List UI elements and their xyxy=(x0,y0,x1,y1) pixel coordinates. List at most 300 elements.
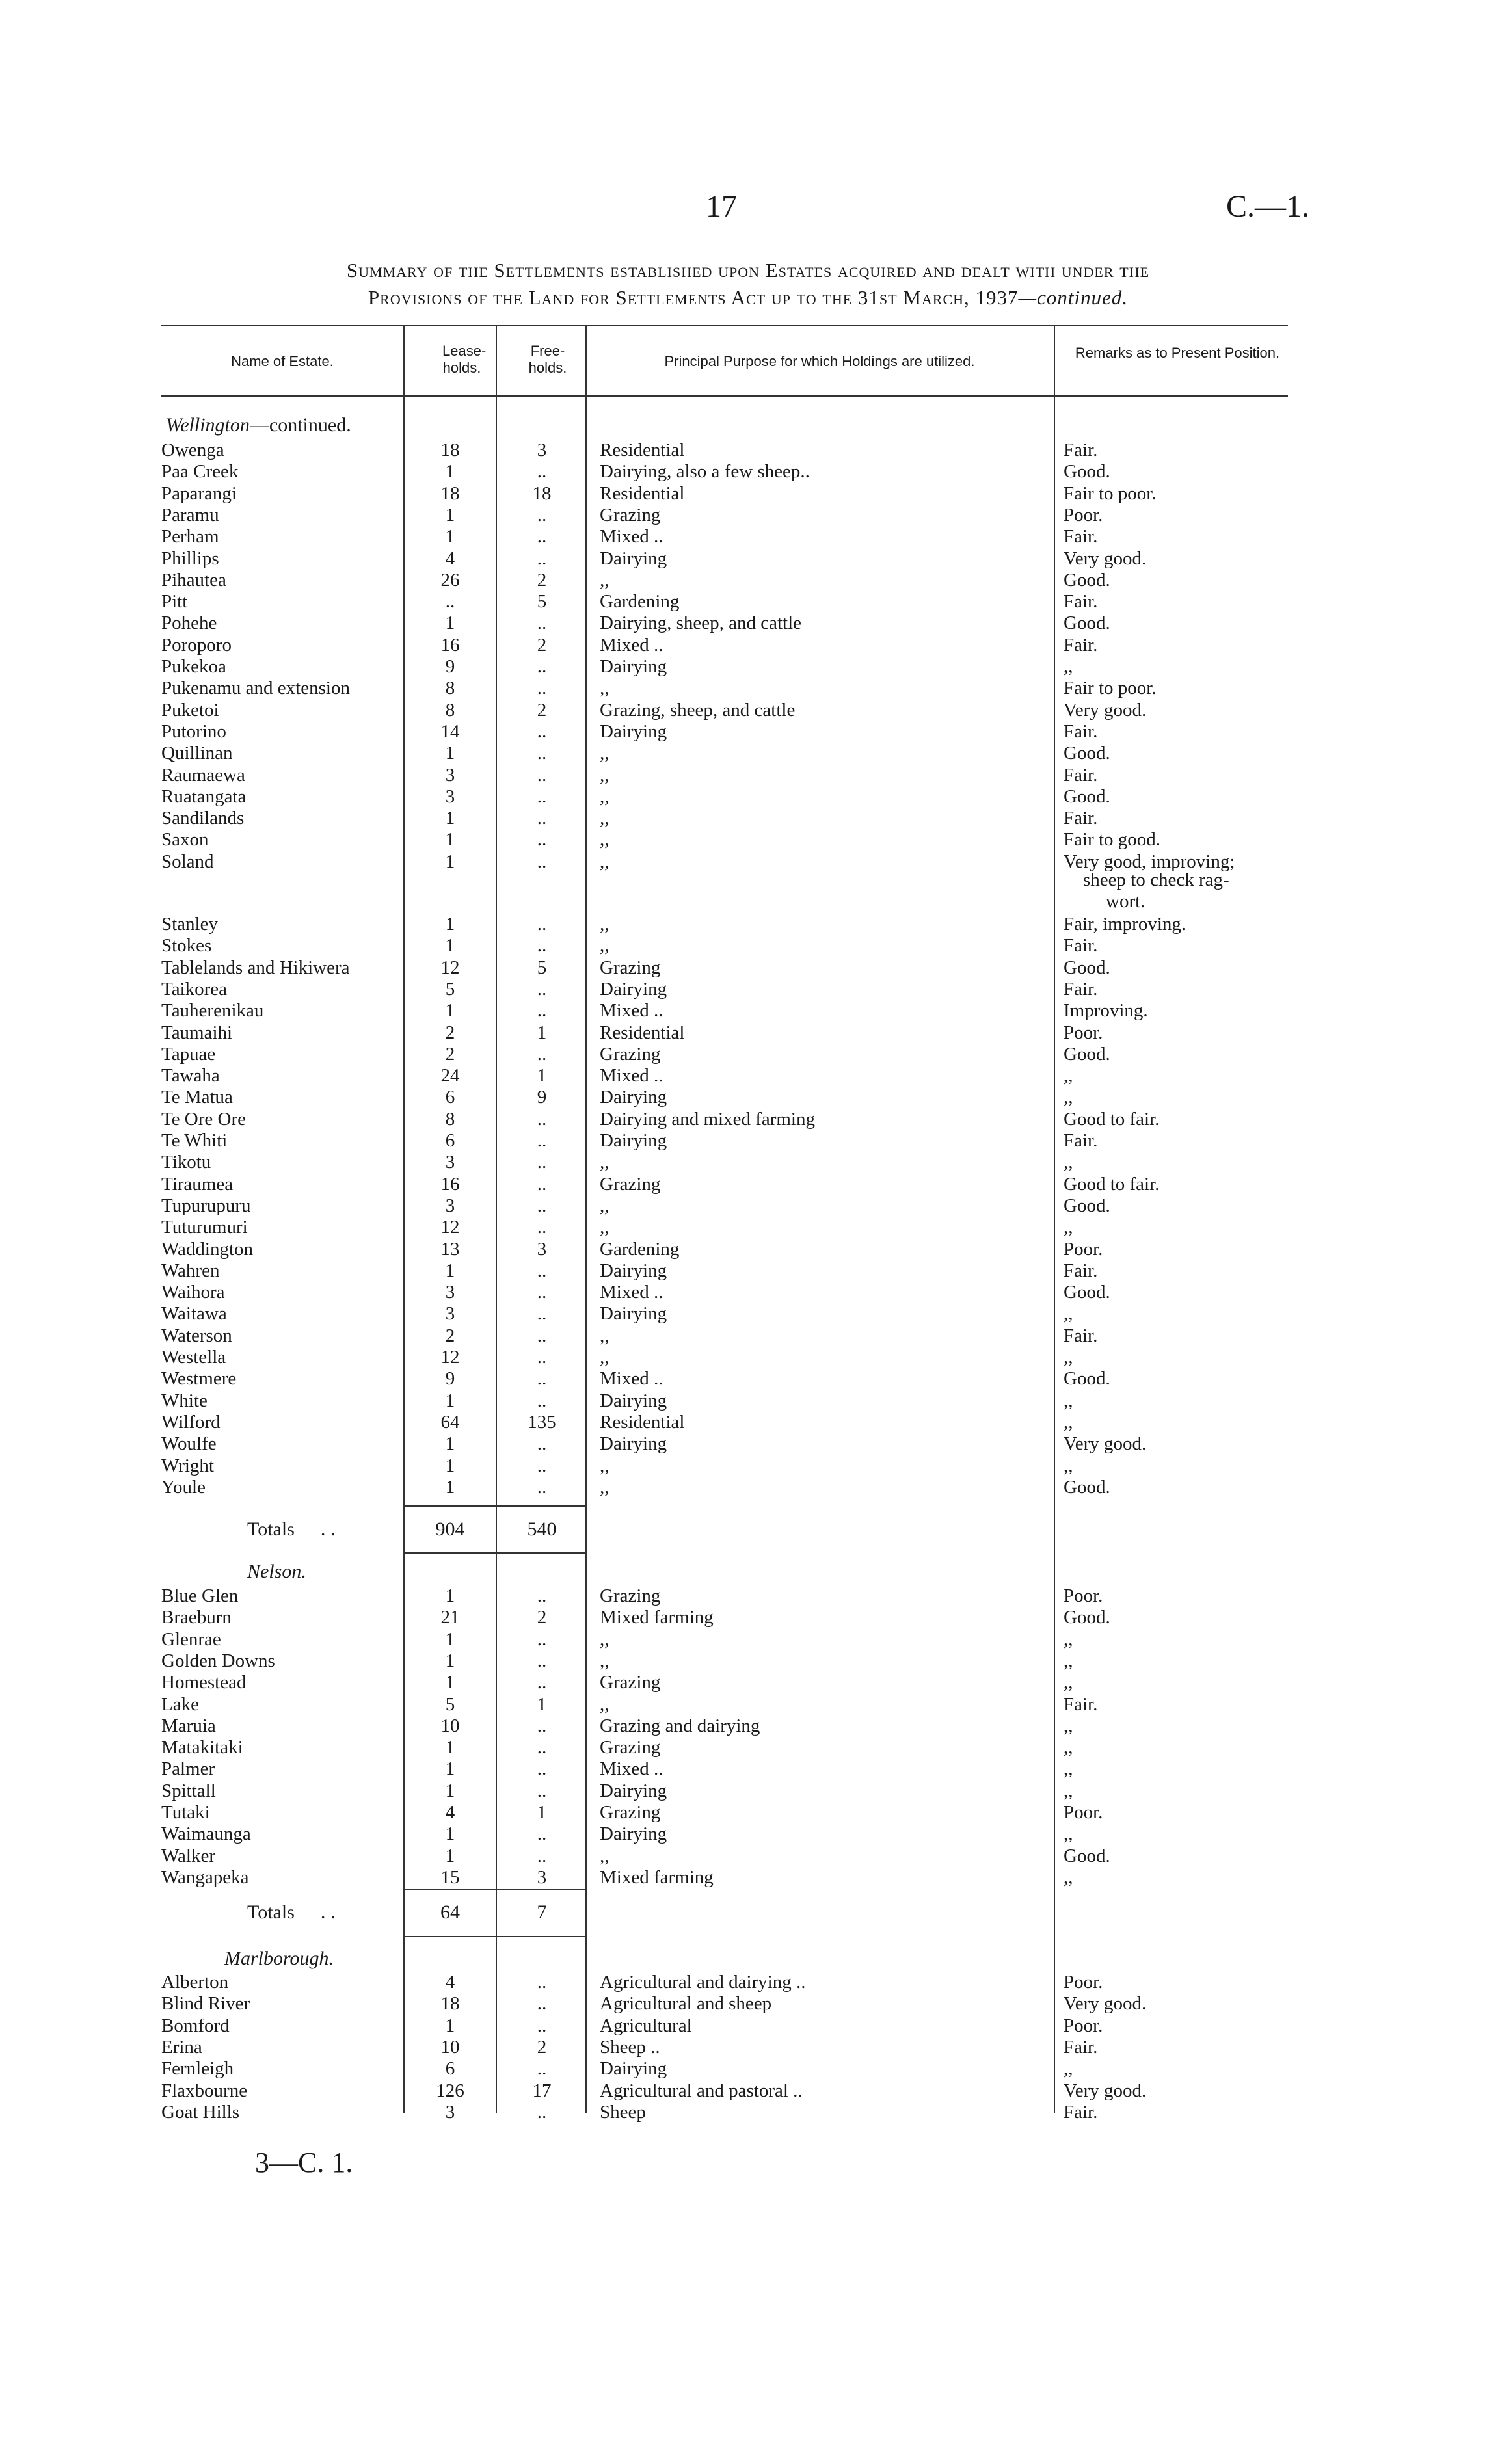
estate-name: Te Ore Ore xyxy=(161,1108,247,1130)
purpose-value: Mixed .. xyxy=(600,1000,663,1022)
table-row xyxy=(0,957,1500,979)
purpose-value: Dairying, sheep, and cattle xyxy=(600,613,802,634)
leaseholds-value: 3 xyxy=(445,764,455,786)
leaseholds-value: 1 xyxy=(445,1476,455,1498)
estate-name: Tiraumea xyxy=(161,1173,234,1195)
leaseholds-value: 1 xyxy=(445,914,455,934)
table-row xyxy=(0,1802,1500,1823)
purpose-value: ,, xyxy=(600,935,609,957)
leaseholds-value: 1 xyxy=(445,1672,455,1693)
estate-name: Waddington xyxy=(161,1238,254,1260)
freeholds-value: .. xyxy=(537,1368,547,1390)
purpose-value: ,, xyxy=(600,1845,609,1866)
freeholds-value: 1 xyxy=(537,1802,547,1823)
freeholds-value: .. xyxy=(537,1628,547,1650)
remarks-value: ,, xyxy=(1064,1087,1073,1108)
leaseholds-value: 18 xyxy=(440,483,460,504)
leaseholds-value: 1 xyxy=(445,935,455,957)
nelson-totals-label: Totals .. xyxy=(247,1901,341,1923)
purpose-value: Mixed farming xyxy=(600,1866,714,1888)
table-row xyxy=(0,1217,1500,1238)
leaseholds-value: 3 xyxy=(445,1282,455,1303)
leaseholds-value: 18 xyxy=(440,1993,460,2015)
purpose-value: ,, xyxy=(600,1152,609,1173)
freeholds-value: .. xyxy=(537,978,547,1000)
estate-name: Stokes xyxy=(161,935,212,957)
estate-name: Pukenamu and extension xyxy=(161,678,350,699)
remarks-value: Very good, improving; xyxy=(1064,851,1235,872)
freeholds-value: .. xyxy=(537,1260,547,1281)
leaseholds-value: 10 xyxy=(440,1715,460,1736)
table-row xyxy=(0,1781,1500,1802)
table-row xyxy=(0,1152,1500,1173)
nelson-totals-top-rule xyxy=(403,1889,585,1890)
purpose-value: Grazing xyxy=(600,1043,661,1065)
estate-name: Walker xyxy=(161,1845,216,1866)
estate-name: Quillinan xyxy=(161,743,233,764)
remarks-value: Good. xyxy=(1064,1282,1110,1303)
nelson-totals-bottom-rule xyxy=(403,1936,585,1937)
leaseholds-value: 1 xyxy=(445,1737,455,1758)
remarks-value: ,, xyxy=(1064,1217,1073,1238)
table-row xyxy=(0,613,1500,634)
leaseholds-value: 3 xyxy=(445,786,455,807)
leaseholds-value: 1 xyxy=(445,1845,455,1866)
freeholds-value: .. xyxy=(537,1476,547,1498)
table-row xyxy=(0,700,1500,721)
purpose-value: Grazing xyxy=(600,957,661,978)
estate-name: Putorino xyxy=(161,721,226,742)
table-row xyxy=(0,1325,1500,1347)
estate-name: Pohehe xyxy=(161,613,217,634)
soland-remarks-wrap-1: sheep to check rag- xyxy=(1083,869,1229,890)
table-row xyxy=(0,1195,1500,1217)
purpose-value: Agricultural xyxy=(600,2015,692,2036)
purpose-value: Dairying xyxy=(600,1087,667,1108)
purpose-value: Gardening xyxy=(600,1238,680,1260)
freeholds-value: .. xyxy=(537,526,547,548)
table-row xyxy=(0,1433,1500,1455)
purpose-value: Residential xyxy=(600,483,685,504)
table-row xyxy=(0,635,1500,656)
freeholds-value: 1 xyxy=(537,1693,547,1715)
table-row xyxy=(0,548,1500,570)
leaseholds-value: .. xyxy=(445,591,455,613)
leaseholds-value: 1 xyxy=(445,1758,455,1780)
purpose-value: Grazing xyxy=(600,1585,661,1606)
leaseholds-value: 6 xyxy=(445,1130,455,1151)
remarks-value: Good. xyxy=(1064,1043,1110,1065)
leaseholds-value: 12 xyxy=(440,1347,460,1368)
leaseholds-value: 8 xyxy=(445,1108,455,1130)
remarks-value: Fair. xyxy=(1064,591,1098,613)
purpose-value: Agricultural and dairying .. xyxy=(600,1972,806,1993)
wellington-heading-text: Wellington xyxy=(166,414,250,436)
leaseholds-value: 15 xyxy=(440,1866,460,1888)
table-row xyxy=(0,1672,1500,1693)
leaseholds-value: 1 xyxy=(445,829,455,851)
page-title xyxy=(156,257,1340,311)
remarks-value: Fair. xyxy=(1064,2036,1098,2058)
estate-name: Braeburn xyxy=(161,1607,232,1628)
table-row xyxy=(0,935,1500,957)
purpose-value: Dairying xyxy=(600,1260,667,1281)
purpose-value: ,, xyxy=(600,743,609,764)
purpose-value: Mixed .. xyxy=(600,1282,663,1303)
title-line-2 xyxy=(156,284,1340,311)
table-row xyxy=(0,678,1500,699)
table-row xyxy=(0,1823,1500,1845)
table-row xyxy=(0,1044,1500,1065)
freeholds-value: .. xyxy=(537,1000,547,1022)
remarks-value: ,, xyxy=(1064,1715,1073,1736)
purpose-value: ,, xyxy=(600,1476,609,1498)
table-row xyxy=(0,1390,1500,1412)
freeholds-value: 17 xyxy=(532,2080,552,2101)
remarks-value: Fair. xyxy=(1064,764,1098,786)
estate-name: Soland xyxy=(161,851,214,872)
table-row xyxy=(0,526,1500,548)
purpose-value: Grazing xyxy=(600,1672,661,1693)
leaseholds-value: 2 xyxy=(445,1325,455,1346)
table-top-rule xyxy=(161,325,1288,326)
remarks-value: Good to fair. xyxy=(1064,1173,1160,1195)
remarks-value: Fair. xyxy=(1064,935,1098,957)
leaseholds-value: 9 xyxy=(445,1368,455,1390)
remarks-value: ,, xyxy=(1064,1065,1073,1087)
leaseholds-value: 1 xyxy=(445,1000,455,1022)
purpose-value: Dairying xyxy=(600,1780,667,1801)
remarks-value: Poor. xyxy=(1064,1022,1103,1043)
freeholds-value: .. xyxy=(537,2058,547,2080)
purpose-value: Agricultural and pastoral .. xyxy=(600,2080,803,2101)
estate-name: Spittall xyxy=(161,1780,216,1801)
freeholds-value: .. xyxy=(537,743,547,764)
freeholds-value: .. xyxy=(537,721,547,742)
header-name: Name of Estate. xyxy=(231,353,334,369)
estate-name: Saxon xyxy=(161,829,209,851)
estate-name: Tutaki xyxy=(161,1802,210,1823)
table-row xyxy=(0,1130,1500,1152)
estate-name: Tikotu xyxy=(161,1152,211,1173)
remarks-value: Fair. xyxy=(1064,526,1098,548)
leaseholds-value: 1 xyxy=(445,613,455,634)
remarks-value: Very good. xyxy=(1064,1993,1147,2015)
estate-name: Blue Glen xyxy=(161,1585,239,1606)
freeholds-value: 5 xyxy=(537,957,547,978)
remarks-value: Good. xyxy=(1064,957,1110,978)
purpose-value: Mixed .. xyxy=(600,634,663,656)
leaseholds-value: 3 xyxy=(445,1152,455,1173)
section-heading-nelson: Nelson. xyxy=(247,1561,306,1582)
table-row xyxy=(0,743,1500,764)
leaseholds-value: 1 xyxy=(445,1585,455,1606)
estate-name: Paa Creek xyxy=(161,461,239,483)
estate-name: Taumaihi xyxy=(161,1022,233,1043)
estate-name: Taikorea xyxy=(161,978,228,1000)
purpose-value: ,, xyxy=(600,1195,609,1216)
table-row xyxy=(0,1607,1500,1628)
estate-name: Paparangi xyxy=(161,483,237,504)
estate-name: Stanley xyxy=(161,914,218,934)
freeholds-value: .. xyxy=(537,1715,547,1736)
estate-name: Wright xyxy=(161,1455,214,1476)
freeholds-value: 3 xyxy=(537,440,547,460)
remarks-value: Good. xyxy=(1064,461,1110,483)
purpose-value: Mixed .. xyxy=(600,1065,663,1087)
remarks-value: Good to fair. xyxy=(1064,1108,1160,1130)
freeholds-value: 2 xyxy=(537,1607,547,1628)
freeholds-value: 135 xyxy=(528,1411,556,1433)
leaseholds-value: 1 xyxy=(445,526,455,548)
freeholds-value: 9 xyxy=(537,1087,547,1108)
purpose-value: Mixed .. xyxy=(600,1368,663,1390)
freeholds-value: .. xyxy=(537,1195,547,1216)
table-row xyxy=(0,2080,1500,2102)
freeholds-value: .. xyxy=(537,2101,547,2123)
purpose-value: ,, xyxy=(600,764,609,786)
freeholds-value: 5 xyxy=(537,591,547,613)
footer-reference: 3—C. 1. xyxy=(255,2147,353,2179)
leaseholds-value: 1 xyxy=(445,1390,455,1411)
section-heading-marlborough: Marlborough. xyxy=(224,1948,334,1969)
leaseholds-value: 9 xyxy=(445,656,455,677)
freeholds-value: 2 xyxy=(537,699,547,721)
freeholds-value: .. xyxy=(537,1217,547,1238)
leaseholds-value: 5 xyxy=(445,978,455,1000)
purpose-value: ,, xyxy=(600,1693,609,1715)
remarks-value: Fair. xyxy=(1064,721,1098,742)
estate-name: Flaxbourne xyxy=(161,2080,248,2101)
remarks-value: ,, xyxy=(1064,1823,1073,1845)
freeholds-value: .. xyxy=(537,548,547,569)
purpose-value: ,, xyxy=(600,678,609,699)
table-row xyxy=(0,765,1500,786)
estate-name: Erina xyxy=(161,2036,202,2058)
header-bottom-rule xyxy=(161,395,1288,397)
remarks-value: Good. xyxy=(1064,743,1110,764)
table-row xyxy=(0,1758,1500,1780)
purpose-value: Dairying xyxy=(600,548,667,569)
purpose-value: ,, xyxy=(600,829,609,851)
table-row xyxy=(0,505,1500,526)
leaseholds-value: 1 xyxy=(445,1780,455,1801)
purpose-value: ,, xyxy=(600,1325,609,1346)
table-row xyxy=(0,1629,1500,1650)
remarks-value: Fair to poor. xyxy=(1064,483,1157,504)
estate-name: Waihora xyxy=(161,1282,225,1303)
purpose-value: Dairying xyxy=(600,1390,667,1411)
leaseholds-value: 1 xyxy=(445,1433,455,1455)
estate-name: Ruatangata xyxy=(161,786,247,807)
freeholds-value: .. xyxy=(537,1585,547,1606)
estate-name: Sandilands xyxy=(161,808,245,829)
freeholds-value: .. xyxy=(537,504,547,525)
remarks-value: ,, xyxy=(1064,1390,1073,1411)
wellington-totals-top-rule xyxy=(403,1505,585,1507)
remarks-value: ,, xyxy=(1064,1455,1073,1476)
estate-name: Perham xyxy=(161,526,219,548)
estate-name: Tablelands and Hikiwera xyxy=(161,957,350,978)
leaseholds-value: 18 xyxy=(440,440,460,460)
leaseholds-value: 1 xyxy=(445,461,455,483)
remarks-value: Good. xyxy=(1064,786,1110,807)
leaseholds-value: 12 xyxy=(440,957,460,978)
purpose-value: Grazing xyxy=(600,1802,661,1823)
purpose-value: Dairying and mixed farming xyxy=(600,1108,815,1130)
leaseholds-value: 16 xyxy=(440,634,460,656)
table-row xyxy=(0,2037,1500,2058)
purpose-value: ,, xyxy=(600,1455,609,1476)
freeholds-value: 1 xyxy=(537,1065,547,1087)
table-row xyxy=(0,1455,1500,1477)
table-row xyxy=(0,483,1500,505)
purpose-value: Agricultural and sheep xyxy=(600,1993,772,2015)
table-row xyxy=(0,1347,1500,1368)
estate-name: Blind River xyxy=(161,1993,250,2015)
leaseholds-value: 24 xyxy=(440,1065,460,1087)
purpose-value: Mixed .. xyxy=(600,1758,663,1780)
purpose-value: ,, xyxy=(600,851,609,872)
freeholds-value: .. xyxy=(537,764,547,786)
estate-name: Pitt xyxy=(161,591,188,613)
freeholds-value: 3 xyxy=(537,1238,547,1260)
remarks-value: Good. xyxy=(1064,1368,1110,1390)
remarks-value: Fair. xyxy=(1064,808,1098,829)
nelson-totals-text: Totals xyxy=(247,1901,295,1923)
estate-name: Poroporo xyxy=(161,634,232,656)
table-row xyxy=(0,461,1500,483)
table-row xyxy=(0,440,1500,461)
freeholds-value: 2 xyxy=(537,634,547,656)
estate-name: Westmere xyxy=(161,1368,237,1390)
purpose-value: Sheep xyxy=(600,2101,646,2123)
leaseholds-value: 1 xyxy=(445,808,455,829)
remarks-value: ,, xyxy=(1064,1628,1073,1650)
table-row xyxy=(0,808,1500,829)
leaseholds-value: 8 xyxy=(445,678,455,699)
leaseholds-value: 1 xyxy=(445,1823,455,1845)
leaseholds-value: 64 xyxy=(440,1411,460,1433)
purpose-value: Residential xyxy=(600,1022,685,1043)
table-row xyxy=(0,1087,1500,1108)
estate-name: Homestead xyxy=(161,1672,247,1693)
purpose-value: ,, xyxy=(600,1347,609,1368)
table-row xyxy=(0,829,1500,851)
freeholds-value: .. xyxy=(537,1390,547,1411)
freeholds-value: .. xyxy=(537,1108,547,1130)
header-remarks: Remarks as to Present Position. xyxy=(1075,345,1280,361)
freeholds-value: .. xyxy=(537,1433,547,1455)
leaseholds-value: 1 xyxy=(445,743,455,764)
wellington-totals-free: 540 xyxy=(527,1518,557,1540)
leaseholds-value: 13 xyxy=(440,1238,460,1260)
table-row xyxy=(0,1867,1500,1888)
leaseholds-value: 3 xyxy=(445,2101,455,2123)
table-row xyxy=(0,1065,1500,1087)
remarks-value: Fair. xyxy=(1064,1260,1098,1281)
freeholds-value: .. xyxy=(537,1282,547,1303)
estate-name: Waimaunga xyxy=(161,1823,251,1845)
freeholds-value: .. xyxy=(537,1823,547,1845)
leaseholds-value: 12 xyxy=(440,1217,460,1238)
table-row xyxy=(0,1993,1500,2015)
nelson-totals-lease: 64 xyxy=(440,1901,460,1923)
table-row xyxy=(0,1585,1500,1607)
remarks-value: Poor. xyxy=(1064,504,1103,525)
estate-name: Goat Hills xyxy=(161,2101,240,2123)
purpose-value: Gardening xyxy=(600,591,680,613)
purpose-value: ,, xyxy=(600,1628,609,1650)
remarks-value: Fair. xyxy=(1064,1693,1098,1715)
remarks-value: ,, xyxy=(1064,1758,1073,1780)
table-row xyxy=(0,2015,1500,2037)
freeholds-value: .. xyxy=(537,613,547,634)
leaseholds-value: 6 xyxy=(445,1087,455,1108)
table-row xyxy=(0,2102,1500,2123)
purpose-value: Dairying xyxy=(600,1303,667,1325)
remarks-value: ,, xyxy=(1064,2058,1073,2080)
freeholds-value: .. xyxy=(537,2015,547,2036)
freeholds-value: .. xyxy=(537,1325,547,1346)
wellington-totals-text: Totals xyxy=(247,1518,295,1540)
remarks-value: Fair. xyxy=(1064,634,1098,656)
freeholds-value: .. xyxy=(537,678,547,699)
freeholds-value: .. xyxy=(537,914,547,934)
remarks-value: Poor. xyxy=(1064,1802,1103,1823)
leaseholds-value: 1 xyxy=(445,504,455,525)
estate-name: Matakitaki xyxy=(161,1737,243,1758)
purpose-value: ,, xyxy=(600,914,609,934)
estate-name: Owenga xyxy=(161,440,224,460)
purpose-value: Dairying xyxy=(600,721,667,742)
remarks-value: Improving. xyxy=(1064,1000,1148,1022)
estate-name: Wangapeka xyxy=(161,1866,249,1888)
purpose-value: Residential xyxy=(600,440,685,460)
estate-name: Waterson xyxy=(161,1325,232,1346)
estate-name: Alberton xyxy=(161,1972,229,1993)
leaseholds-value: 26 xyxy=(440,569,460,590)
freeholds-value: .. xyxy=(537,1845,547,1866)
freeholds-value: 2 xyxy=(537,569,547,590)
freeholds-value: .. xyxy=(537,656,547,677)
freeholds-value: 3 xyxy=(537,1866,547,1888)
table-row xyxy=(0,1846,1500,1867)
estate-name: Puketoi xyxy=(161,699,219,721)
header-purpose: Principal Purpose for which Holdings are utilized. xyxy=(664,353,975,369)
table-row xyxy=(0,786,1500,808)
freeholds-value: .. xyxy=(537,1993,547,2015)
leaseholds-value: 1 xyxy=(445,851,455,872)
table-row xyxy=(0,1412,1500,1433)
wellington-totals-label: Totals .. xyxy=(247,1518,341,1540)
leaseholds-value: 1 xyxy=(445,1650,455,1671)
estate-name: Bomford xyxy=(161,2015,230,2036)
remarks-value: ,, xyxy=(1064,1866,1073,1888)
estate-name: Fernleigh xyxy=(161,2058,234,2080)
leaseholds-value: 16 xyxy=(440,1173,460,1195)
purpose-value: ,, xyxy=(600,569,609,590)
remarks-value: Fair, improving. xyxy=(1064,914,1186,934)
remarks-value: ,, xyxy=(1064,1303,1073,1325)
table-row xyxy=(0,1022,1500,1044)
remarks-value: ,, xyxy=(1064,1152,1073,1173)
estate-name: Glenrae xyxy=(161,1628,221,1650)
table-row xyxy=(0,1972,1500,1993)
leaseholds-value: 21 xyxy=(440,1607,460,1628)
freeholds-value: .. xyxy=(537,1758,547,1780)
estate-name: Tauherenikau xyxy=(161,1000,264,1022)
